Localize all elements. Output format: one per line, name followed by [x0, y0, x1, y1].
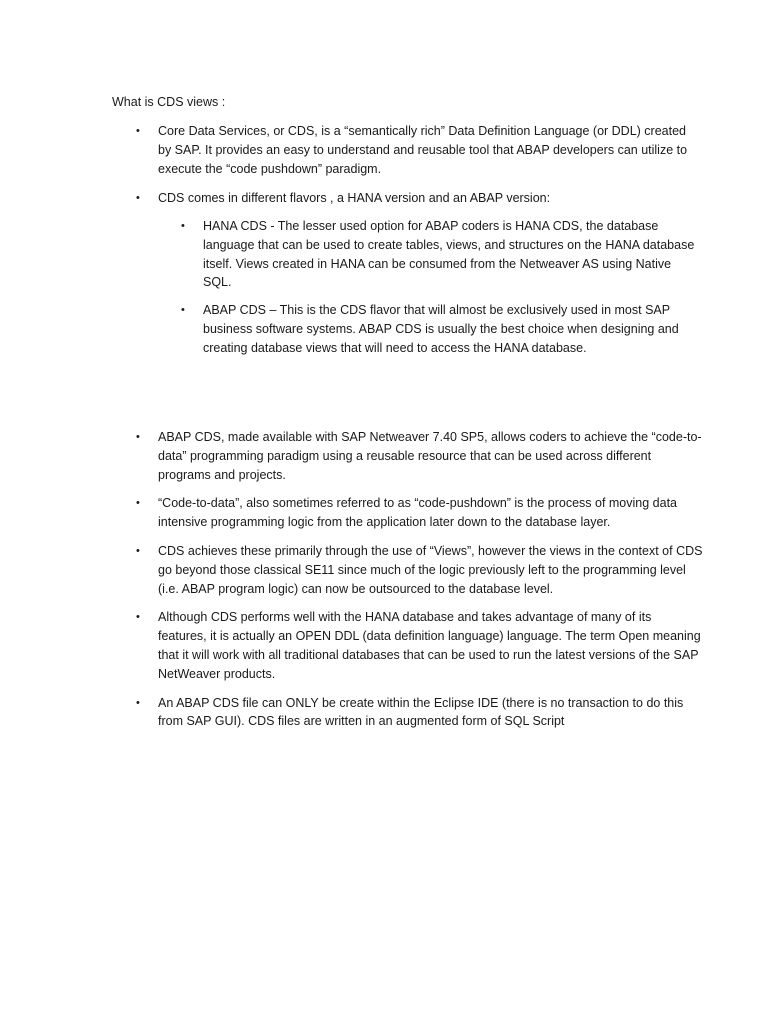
- list-item-text: An ABAP CDS file can ONLY be create within the Eclipse IDE (there is no transaction to do this from SAP GUI). CDS files are written in an augmented form of SQL Script: [158, 695, 684, 729]
- list-item-text: CDS achieves these primarily through the use of “Views”, however the views in the context of CDS go beyond those classical SE11 since much of the logic previously left to the programming level (i.e. ABAP program logic) can now be outsourced to the database level.: [158, 543, 703, 596]
- bullet-icon: •: [136, 696, 140, 709]
- list-item: [136, 608, 703, 683]
- bullet-icon: •: [136, 125, 140, 137]
- list-item-text: CDS comes in different flavors , a HANA version and an ABAP version:: [158, 191, 551, 206]
- list-item: [136, 542, 703, 598]
- bullet-icon: •: [136, 544, 140, 557]
- bullet-icon: •: [136, 497, 140, 510]
- bullet-icon: •: [181, 304, 185, 317]
- list-item-text: ABAP CDS, made available with SAP Netweaver 7.40 SP5, allows coders to achieve the “code-to-data” programming paradigm using a reusable resource that can be used across different programs and projects.: [158, 430, 702, 482]
- sub-list-item-text: ABAP CDS – This is the CDS flavor that will almost be exclusively used in most SAP business software systems. ABAP CDS is usually the best choice when designing and creating database views that will need to access the HANA database.: [203, 303, 679, 355]
- list-item: [136, 189, 702, 208]
- sub-bullet-list: [181, 217, 701, 367]
- list-item-text: Core Data Services, or CDS, is a “semantically rich” Data Definition Language (or DDL) created by SAP. It provides an easy to understand and reusable tool that ABAP developers can utilize to execute the “code pushdown” paradigm.: [158, 124, 688, 176]
- list-item: [136, 122, 702, 178]
- sub-list-item: [181, 301, 701, 357]
- document-heading: What is CDS views :: [112, 95, 226, 109]
- bullet-icon: •: [136, 192, 140, 205]
- sub-list-item: [181, 217, 701, 292]
- bottom-bullet-list: [136, 428, 703, 741]
- list-item-text: “Code-to-data”, also sometimes referred to as “code-pushdown” is the process of moving data intensive programming logic from the application later down to the database layer.: [158, 496, 677, 530]
- sub-list-item-text: HANA CDS - The lesser used option for ABAP coders is HANA CDS, the database language that can be used to create tables, views, and structures on the HANA database itself. Views created in HANA can be consumed from the Netweaver AS using Native SQL.: [203, 219, 695, 290]
- list-item: [136, 428, 703, 484]
- bullet-icon: •: [136, 611, 140, 624]
- list-item: [136, 494, 703, 532]
- top-bullet-list: [136, 122, 702, 219]
- bullet-icon: •: [181, 220, 185, 232]
- list-item-text: Although CDS performs well with the HANA database and takes advantage of many of its features, it is actually an OPEN DDL (data definition language) language. The term Open meaning that it will work with all traditional databases that can be used to run the latest versions of the SAP NetWeaver products.: [158, 610, 701, 681]
- list-item: [136, 694, 703, 732]
- bullet-icon: •: [136, 431, 140, 443]
